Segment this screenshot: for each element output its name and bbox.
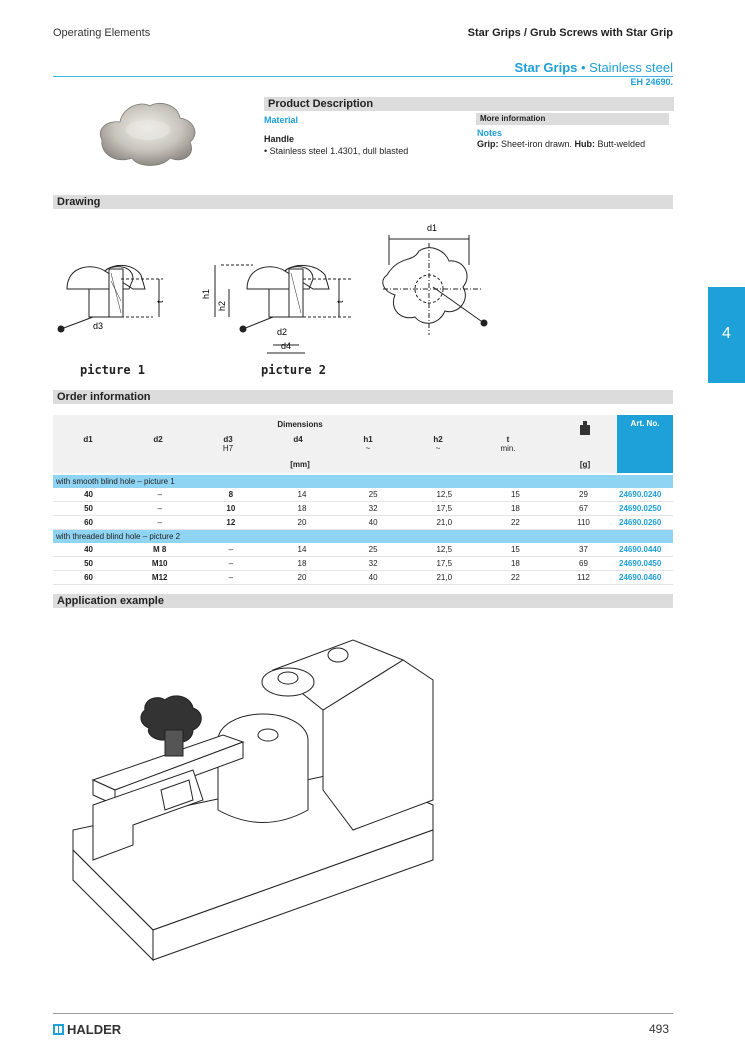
chapter-tab[interactable] xyxy=(708,287,745,383)
table-cell: 17,5 xyxy=(409,502,480,516)
table-cell: 20 xyxy=(266,571,337,585)
title-rule xyxy=(53,76,673,77)
art-no-link[interactable]: 24690.0240 xyxy=(616,488,673,502)
halder-logo-icon xyxy=(53,1024,64,1035)
table-header xyxy=(53,415,673,473)
brand-name: HALDER xyxy=(67,1022,122,1037)
table-cell: – xyxy=(195,557,266,571)
picture-2-label: picture 2 xyxy=(261,363,327,377)
dimensions-label: Dimensions xyxy=(277,420,323,429)
technical-drawing xyxy=(53,215,513,385)
table-cell: – xyxy=(124,516,195,530)
table-cell: 29 xyxy=(551,488,616,502)
col-d4: d4 xyxy=(293,435,303,444)
table-row xyxy=(53,571,673,585)
mm-unit: [mm] xyxy=(290,460,310,469)
col-t-sub: min. xyxy=(500,444,516,453)
header-left: Operating Elements xyxy=(53,27,151,39)
art-no-link[interactable]: 24690.0460 xyxy=(616,571,673,585)
table-cell: 15 xyxy=(480,543,551,557)
table-cell: M10 xyxy=(124,557,195,571)
notes-text xyxy=(477,139,645,149)
hub-text: Butt-welded xyxy=(595,139,646,149)
product-description-heading: Product Description xyxy=(264,97,674,111)
product-title-rest: Stainless steel xyxy=(589,60,673,75)
g-unit: [g] xyxy=(579,460,591,469)
table-cell: 110 xyxy=(551,516,616,530)
table-cell: – xyxy=(195,543,266,557)
handle-text: • Stainless steel 1.4301, dull blasted xyxy=(264,146,409,156)
table-group-row xyxy=(53,530,673,544)
table-cell: – xyxy=(195,571,266,585)
grip-label: Grip: xyxy=(477,139,499,149)
order-table-wrap xyxy=(53,475,673,585)
table-cell: 22 xyxy=(480,571,551,585)
dim-t-label-1: t xyxy=(155,300,165,303)
table-cell: M12 xyxy=(124,571,195,585)
handle-label: Handle xyxy=(264,134,295,144)
table-cell: 60 xyxy=(53,516,124,530)
art-no-link[interactable]: 24690.0450 xyxy=(616,557,673,571)
table-cell: 20 xyxy=(266,516,337,530)
group-label: with threaded blind hole – picture 2 xyxy=(53,530,673,544)
product-title-sep: • xyxy=(577,60,590,75)
table-cell: 21,0 xyxy=(409,571,480,585)
col-h1-sub: ~ xyxy=(365,444,371,453)
table-row xyxy=(53,543,673,557)
group-label: with smooth blind hole – picture 1 xyxy=(53,475,673,488)
table-cell: 32 xyxy=(338,557,409,571)
col-h2: h2 xyxy=(433,435,443,444)
col-t: t xyxy=(506,435,510,444)
col-d1: d1 xyxy=(83,435,93,444)
table-cell: 12,5 xyxy=(409,488,480,502)
table-cell: 22 xyxy=(480,516,551,530)
table-cell: 50 xyxy=(53,557,124,571)
table-cell: 14 xyxy=(266,488,337,502)
table-group-row xyxy=(53,475,673,488)
weight-icon xyxy=(553,421,617,437)
picture-1-label: picture 1 xyxy=(80,363,146,377)
table-cell: 25 xyxy=(338,543,409,557)
table-cell: 112 xyxy=(551,571,616,585)
application-illustration xyxy=(53,630,453,970)
table-cell: 67 xyxy=(551,502,616,516)
dim-h2-label: h2 xyxy=(217,300,227,311)
material-label: Material xyxy=(264,115,299,125)
col-d3: d3 xyxy=(223,435,233,444)
product-photo xyxy=(92,96,202,170)
hub-label: Hub: xyxy=(574,139,596,149)
table-cell: 12,5 xyxy=(409,543,480,557)
product-code: EH 24690. xyxy=(630,77,673,87)
table-cell: 18 xyxy=(266,557,337,571)
table-cell: 12 xyxy=(195,516,266,530)
grip-text: Sheet-iron drawn. xyxy=(498,139,575,149)
table-cell: – xyxy=(124,488,195,502)
table-row xyxy=(53,557,673,571)
page-number: 493 xyxy=(648,1022,669,1036)
table-cell: 21,0 xyxy=(409,516,480,530)
application-heading: Application example xyxy=(53,594,673,608)
drawing-heading: Drawing xyxy=(53,195,673,209)
art-no-header xyxy=(617,415,673,473)
table-cell: M 8 xyxy=(124,543,195,557)
table-row xyxy=(53,502,673,516)
notes-label: Notes xyxy=(477,128,503,138)
product-title-bold: Star Grips xyxy=(514,60,578,75)
art-no-link[interactable]: 24690.0250 xyxy=(616,502,673,516)
header-right: Star Grips / Grub Screws with Star Grip xyxy=(467,27,673,39)
table-cell: 40 xyxy=(338,516,409,530)
table-cell: 25 xyxy=(338,488,409,502)
table-cell: 14 xyxy=(266,543,337,557)
table-cell: 37 xyxy=(551,543,616,557)
table-cell: 69 xyxy=(551,557,616,571)
table-cell: 32 xyxy=(338,502,409,516)
table-cell: 17,5 xyxy=(409,557,480,571)
col-d2: d2 xyxy=(153,435,163,444)
order-table xyxy=(53,475,673,585)
art-no-link[interactable]: 24690.0440 xyxy=(616,543,673,557)
art-no-label: Art. No. xyxy=(630,419,660,428)
table-cell: 18 xyxy=(266,502,337,516)
dim-d4-label: d4 xyxy=(281,341,292,351)
order-info-heading: Order information xyxy=(53,390,673,404)
dim-d1-label: d1 xyxy=(427,223,438,233)
table-cell: 40 xyxy=(53,543,124,557)
table-row xyxy=(53,516,673,530)
table-cell: 15 xyxy=(480,488,551,502)
more-info-heading: More information xyxy=(476,113,669,125)
table-cell: 40 xyxy=(53,488,124,502)
col-h1: h1 xyxy=(363,435,373,444)
chapter-tab-number: 4 xyxy=(722,325,731,342)
dim-d3-label: d3 xyxy=(93,321,104,331)
table-cell: 10 xyxy=(195,502,266,516)
col-d3-sub: H7 xyxy=(222,444,234,453)
dim-t-label-2: t xyxy=(335,300,345,303)
table-cell: 18 xyxy=(480,557,551,571)
dim-d2-label: d2 xyxy=(277,327,288,337)
product-title xyxy=(515,60,673,75)
table-cell: 18 xyxy=(480,502,551,516)
footer-rule xyxy=(53,1013,673,1014)
col-h2-sub: ~ xyxy=(435,444,441,453)
dim-h1-label: h1 xyxy=(201,288,211,299)
footer-brand xyxy=(53,1022,121,1037)
table-cell: 8 xyxy=(195,488,266,502)
table-cell: – xyxy=(124,502,195,516)
table-cell: 40 xyxy=(338,571,409,585)
table-row xyxy=(53,488,673,502)
table-cell: 50 xyxy=(53,502,124,516)
table-cell: 60 xyxy=(53,571,124,585)
art-no-link[interactable]: 24690.0260 xyxy=(616,516,673,530)
